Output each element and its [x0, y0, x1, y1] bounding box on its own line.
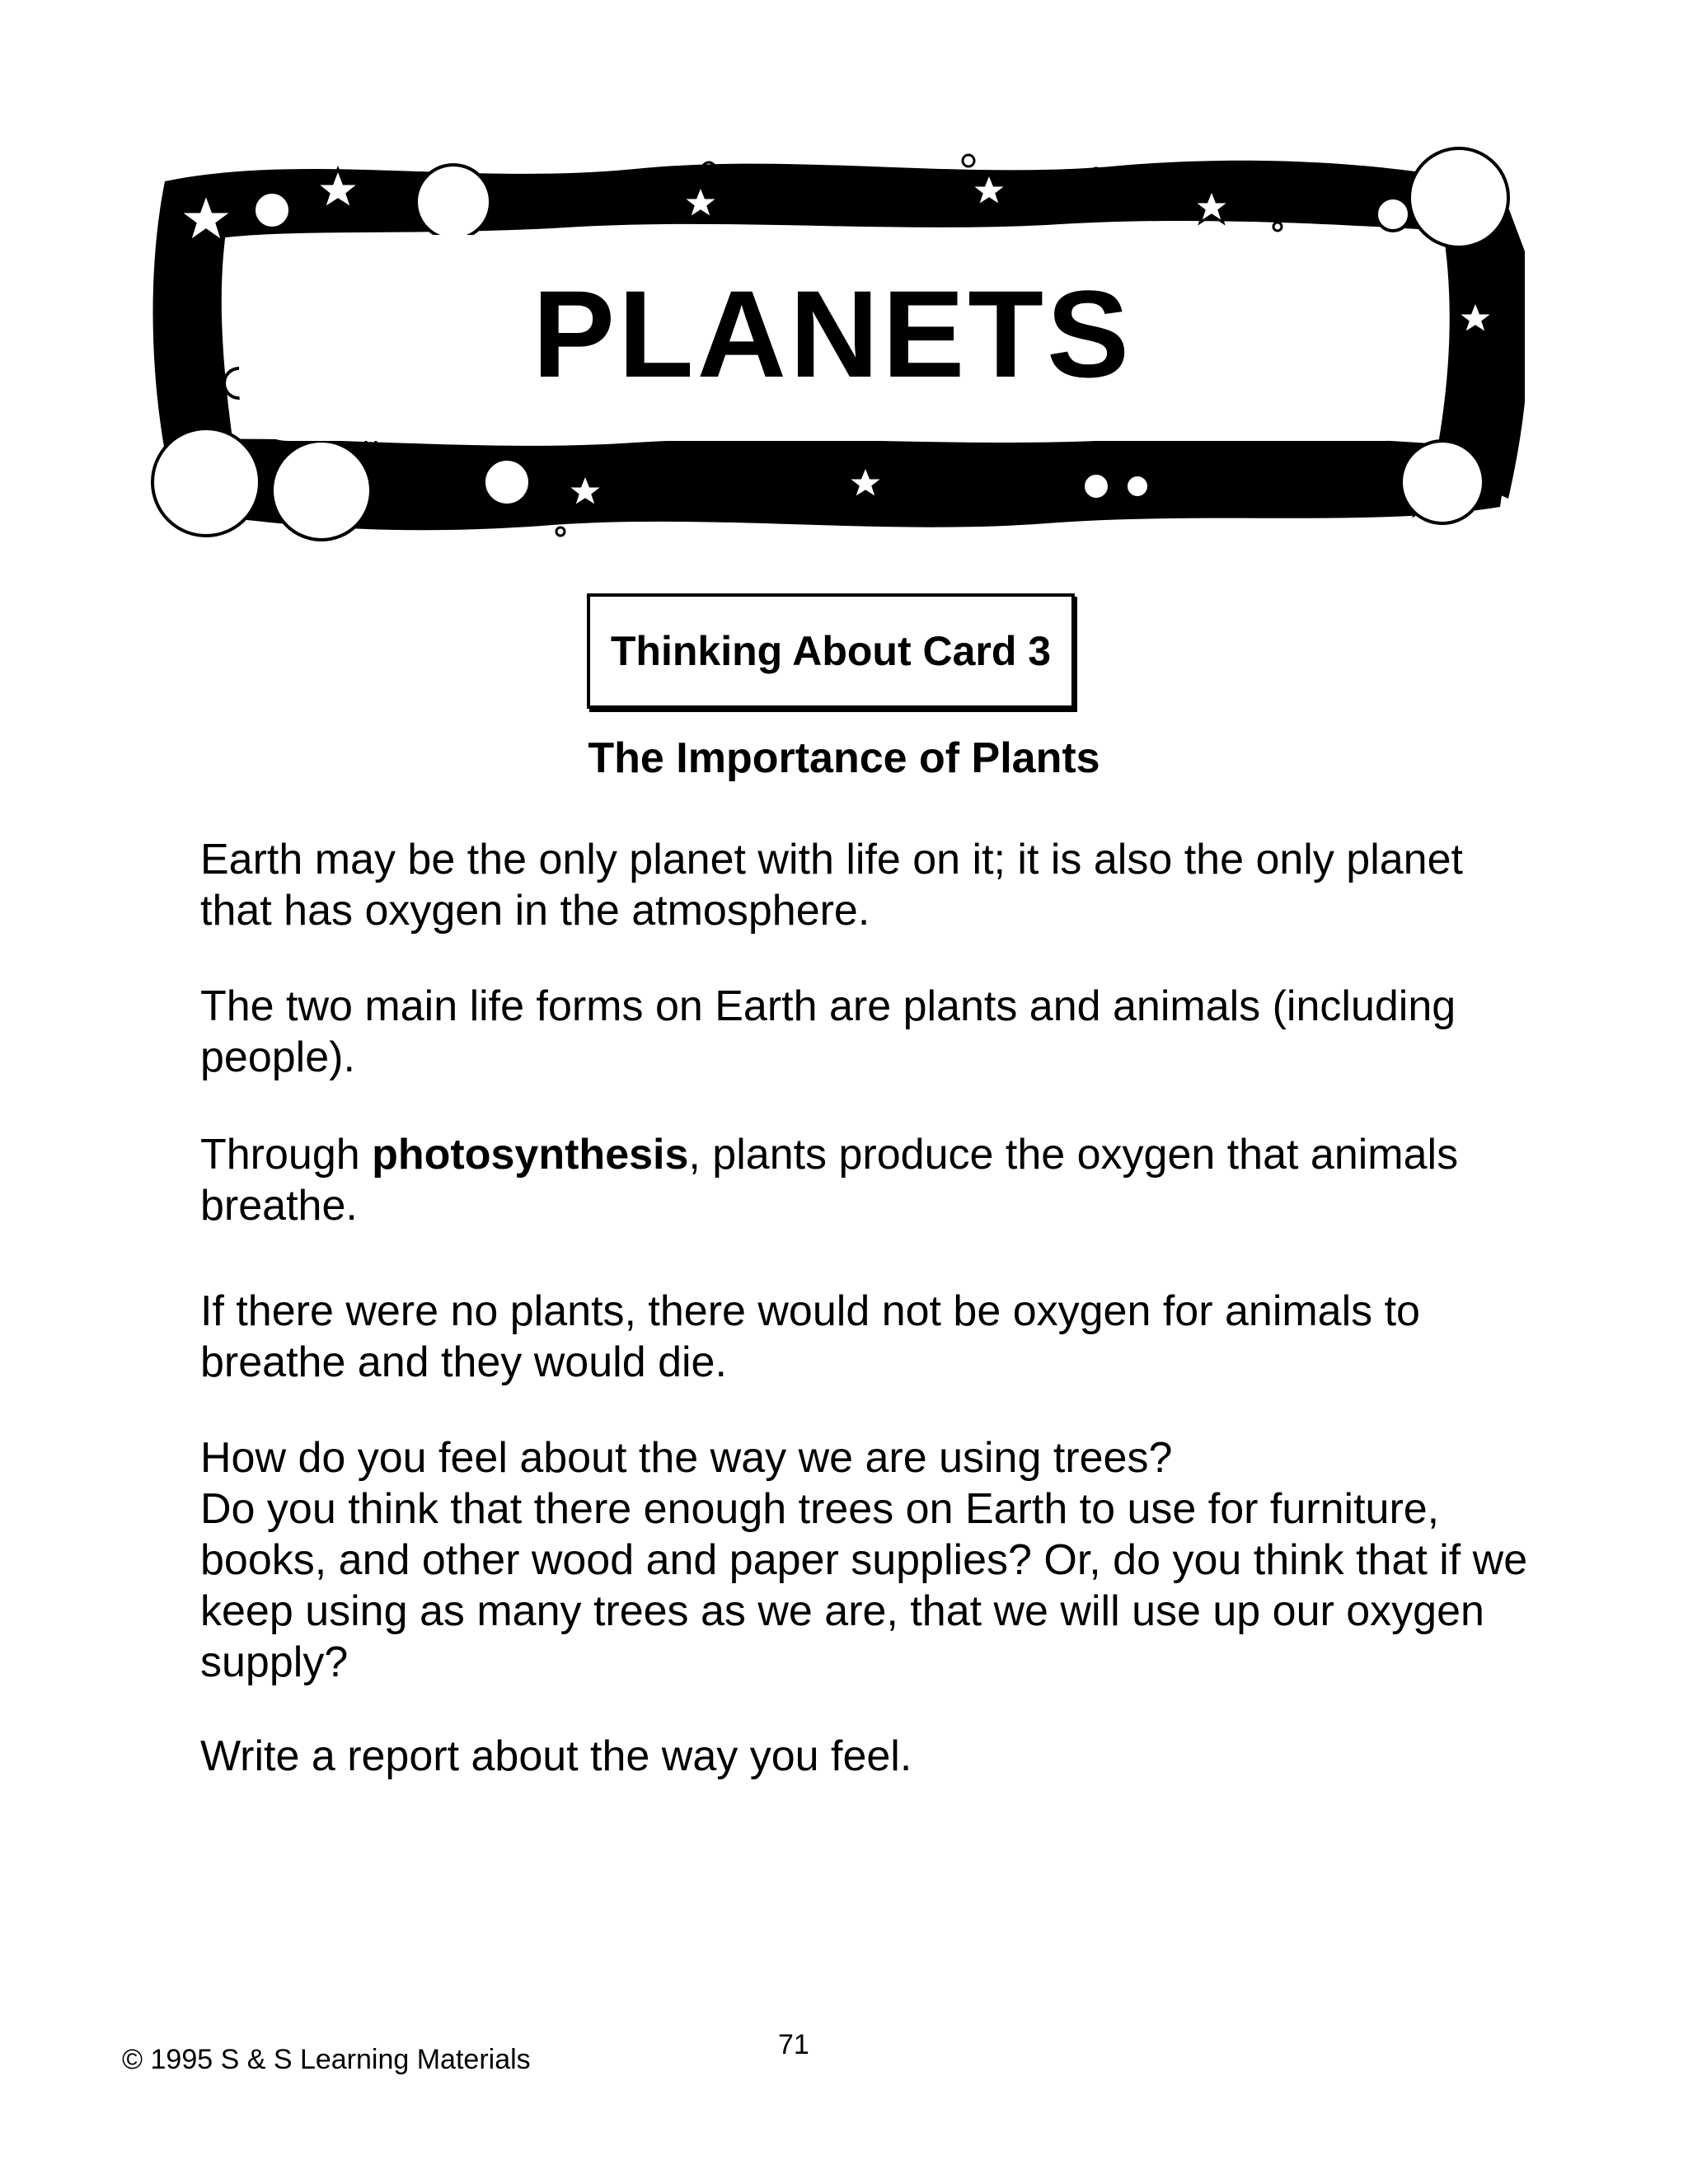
- paragraph-no-plants: If there were no plants, there would not be oxygen for animals to breathe and they would die.: [200, 1287, 1420, 1386]
- paragraph-oxygen: Earth may be the only planet with life on it; it is also the only planet that has oxygen in the atmosphere.: [200, 836, 1463, 935]
- card-label: Thinking About Card 3: [610, 628, 1052, 674]
- trees-question-line1: How do you feel about the way we are using trees?: [200, 1434, 1173, 1482]
- paragraph-trees-question: [200, 1432, 1536, 1688]
- keyword-photosynthesis: photosynthesis: [372, 1131, 689, 1179]
- section-heading: The Importance of Plants: [588, 734, 1100, 782]
- paragraph-photosynthesis-intro: Through: [200, 1131, 373, 1179]
- card-label-box: [587, 593, 1075, 709]
- paragraph-life-forms: The two main life forms on Earth are plants and animals (including people).: [200, 982, 1456, 1081]
- page-number: 71: [778, 2029, 809, 2060]
- trees-question-rest: Do you think that there enough trees on Earth to use for furniture, books, and other wood and paper supplies? Or, do you think that if we keep using as many trees as we are, that we will use up our oxygen supply?: [200, 1485, 1528, 1686]
- paragraph-photosynthesis-rest: , plants produce the oxygen that animals breathe.: [200, 1131, 1459, 1230]
- paragraph-write-report: Write a report about the way you feel.: [200, 1732, 912, 1780]
- footer-copyright: © 1995 S & S Learning Materials: [122, 2044, 531, 2075]
- page-title: PLANETS: [532, 265, 1133, 403]
- paragraph-photosynthesis: [200, 1129, 1536, 1231]
